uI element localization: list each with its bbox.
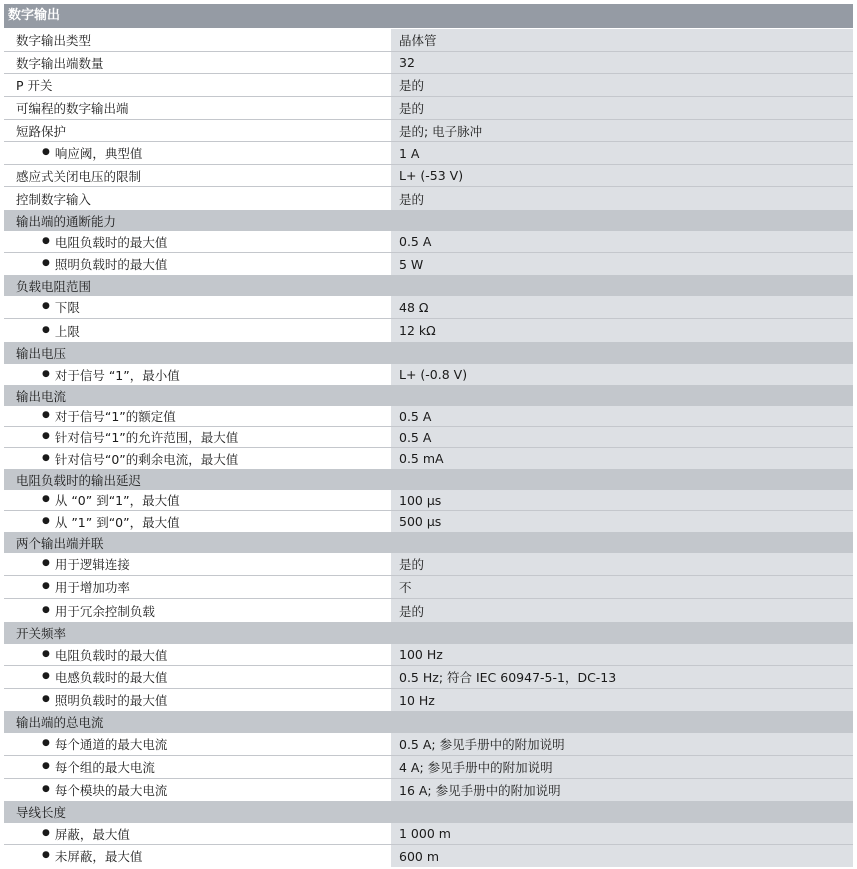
spec-value: 600 m xyxy=(391,845,853,867)
spec-value: 48 Ω xyxy=(391,296,853,318)
spec-row xyxy=(4,733,853,756)
spec-value: 是的; 电子脉冲 xyxy=(391,120,853,141)
spec-label: ● 每个通道的最大电流 xyxy=(4,733,388,755)
spec-label: 控制数字输入 xyxy=(4,187,388,210)
spec-row xyxy=(4,511,853,532)
spec-row xyxy=(4,779,853,801)
spec-value: 16 A; 参见手册中的附加说明 xyxy=(391,779,853,801)
spec-value: 0.5 A xyxy=(391,427,853,447)
section-row xyxy=(4,622,853,644)
section-title: 数字输出 xyxy=(4,4,853,28)
spec-label: ● 电感负载时的最大值 xyxy=(4,666,388,688)
spec-value: 晶体管 xyxy=(391,29,853,51)
spec-label: ● 电阻负载时的最大值 xyxy=(4,231,388,252)
spec-value: 0.5 A; 参见手册中的附加说明 xyxy=(391,733,853,755)
spec-value: 是的 xyxy=(391,74,853,96)
spec-row xyxy=(4,599,853,622)
spec-row xyxy=(4,29,853,52)
spec-row xyxy=(4,845,853,867)
spec-row xyxy=(4,165,853,187)
spec-value: 0.5 A xyxy=(391,231,853,252)
spec-value: 100 µs xyxy=(391,490,853,510)
spec-value: 0.5 Hz; 符合 IEC 60947-5-1，DC-13 xyxy=(391,666,853,688)
spec-value: 5 W xyxy=(391,253,853,275)
spec-row xyxy=(4,823,853,845)
spec-row xyxy=(4,142,853,165)
spec-value: 不 xyxy=(391,576,853,598)
spec-value: 是的 xyxy=(391,187,853,210)
spec-row xyxy=(4,120,853,142)
section-label: 开关频率 xyxy=(16,626,67,641)
spec-label: ● 对于信号“1”的额定值 xyxy=(4,406,388,426)
section-row xyxy=(4,469,853,490)
spec-row xyxy=(4,74,853,97)
spec-value: 是的 xyxy=(391,599,853,622)
spec-value: 4 A; 参见手册中的附加说明 xyxy=(391,756,853,778)
spec-label: ● 对于信号 “1”，最小值 xyxy=(4,364,388,385)
spec-value: L+ (-0.8 V) xyxy=(391,364,853,385)
spec-value: 10 Hz xyxy=(391,689,853,711)
spec-value: L+ (-53 V) xyxy=(391,165,853,186)
section-label: 两个输出端并联 xyxy=(16,535,104,551)
spec-value: 1 000 m xyxy=(391,823,853,844)
spec-label: ● 响应阈，典型值 xyxy=(4,142,388,164)
spec-label: ● 上限 xyxy=(4,319,388,342)
spec-row xyxy=(4,97,853,120)
spec-row xyxy=(4,553,853,576)
section-label: 电阻负载时的输出延迟 xyxy=(16,472,142,488)
spec-label: ● 从 ”1” 到“0”，最大值 xyxy=(4,511,388,532)
spec-label: ● 下限 xyxy=(4,296,388,318)
spec-label: ● 未屏蔽，最大值 xyxy=(4,845,388,867)
spec-row xyxy=(4,644,853,666)
spec-label: ● 照明负载时的最大值 xyxy=(4,689,388,711)
section-label: 导线长度 xyxy=(16,805,67,820)
spec-row xyxy=(4,576,853,599)
spec-label: 数字输出端数量 xyxy=(4,52,388,73)
spec-label: ● 用于逻辑连接 xyxy=(4,553,388,575)
section-row xyxy=(4,801,853,823)
spec-row xyxy=(4,231,853,253)
spec-label: 可编程的数字输出端 xyxy=(4,97,388,119)
spec-label: 感应式关闭电压的限制 xyxy=(4,165,388,186)
spec-value: 500 µs xyxy=(391,511,853,532)
spec-row xyxy=(4,689,853,711)
spec-row xyxy=(4,756,853,779)
spec-label: ● 每个模块的最大电流 xyxy=(4,779,388,801)
spec-value: 是的 xyxy=(391,553,853,575)
section-row xyxy=(4,210,853,231)
spec-label: ● 针对信号“0”的剩余电流，最大值 xyxy=(4,448,388,469)
section-label: 输出电压 xyxy=(16,346,67,361)
section-label: 输出端的总电流 xyxy=(16,715,104,730)
spec-row xyxy=(4,253,853,275)
spec-value: 是的 xyxy=(391,97,853,119)
spec-row xyxy=(4,364,853,385)
section-row xyxy=(4,711,853,733)
spec-row xyxy=(4,52,853,74)
spec-row xyxy=(4,406,853,427)
spec-row xyxy=(4,666,853,689)
spec-label: 短路保护 xyxy=(4,120,388,141)
spec-label: ● 从 “0” 到“1”，最大值 xyxy=(4,490,388,510)
section-row xyxy=(4,385,853,406)
spec-value: 32 xyxy=(391,52,853,73)
spec-row xyxy=(4,319,853,342)
spec-row xyxy=(4,296,853,319)
spec-row xyxy=(4,448,853,469)
spec-label: ● 用于冗余控制负载 xyxy=(4,599,388,622)
spec-label: ● 每个组的最大电流 xyxy=(4,756,388,778)
spec-row xyxy=(4,187,853,210)
spec-row xyxy=(4,427,853,448)
section-label: 输出电流 xyxy=(16,388,67,404)
section-label: 负载电阻范围 xyxy=(16,278,92,294)
spec-value: 0.5 A xyxy=(391,406,853,426)
spec-value: 12 kΩ xyxy=(391,319,853,342)
section-row xyxy=(4,342,853,364)
spec-label: ● 用于增加功率 xyxy=(4,576,388,598)
spec-value: 0.5 mA xyxy=(391,448,853,469)
spec-label: ● 屏蔽，最大值 xyxy=(4,823,388,844)
spec-label: ● 电阻负载时的最大值 xyxy=(4,644,388,665)
section-row xyxy=(4,275,853,296)
spec-value: 100 Hz xyxy=(391,644,853,665)
spec-label: 数字输出类型 xyxy=(4,29,388,51)
section-label: 输出端的通断能力 xyxy=(16,213,117,229)
spec-value: 1 A xyxy=(391,142,853,164)
section-row xyxy=(4,532,853,553)
spec-label: P 开关 xyxy=(4,74,388,96)
spec-row xyxy=(4,490,853,511)
spec-label: ● 针对信号“1”的允许范围，最大值 xyxy=(4,427,388,447)
spec-label: ● 照明负载时的最大值 xyxy=(4,253,388,275)
